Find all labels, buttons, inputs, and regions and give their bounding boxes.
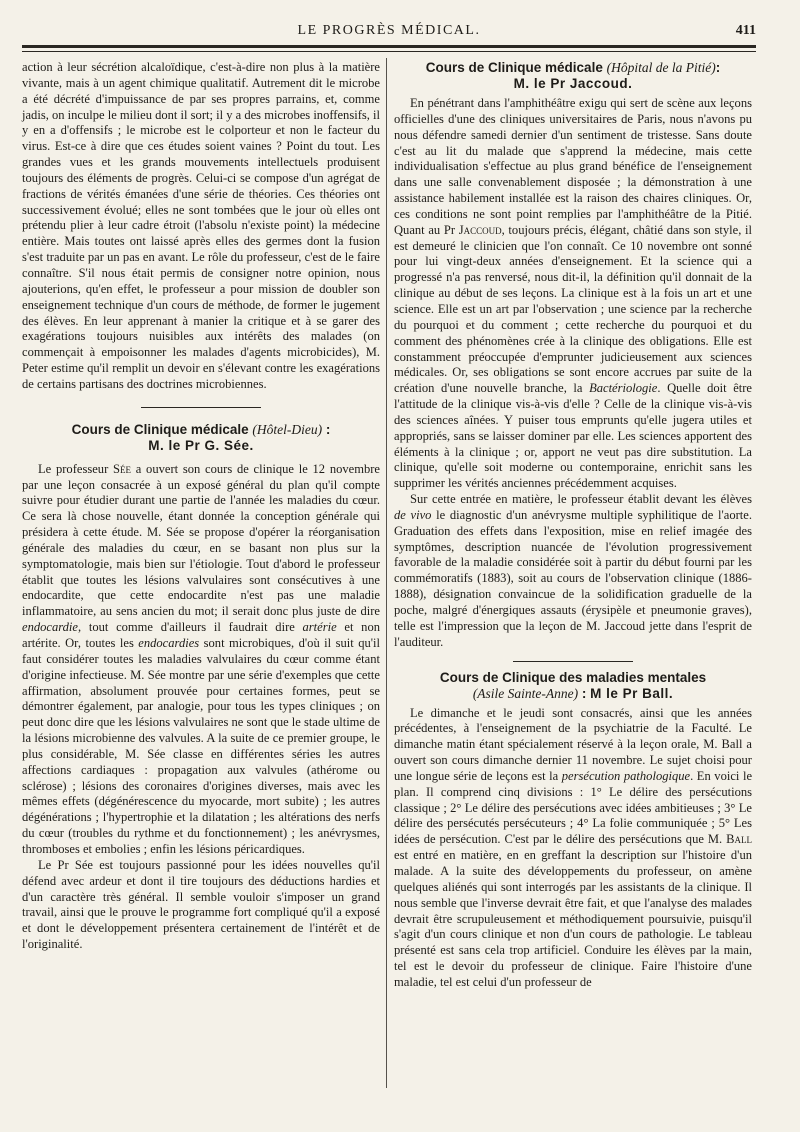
heading-professor: M. le Pr G. Sée. bbox=[148, 437, 254, 453]
paragraph bbox=[394, 706, 752, 991]
section-separator bbox=[141, 407, 261, 408]
heading-colon: : bbox=[578, 685, 591, 701]
header-rule-thick bbox=[22, 45, 756, 48]
header-rule-thin bbox=[22, 51, 756, 52]
journal-title: LE PROGRÈS MÉDICAL. bbox=[297, 23, 481, 38]
text-run: , toujours précis, élégant, châtié dans son style, il est demeuré le clinicien que l'on connaît. Ce 10 novembre ont sonné pour lui vingt-deux années d'enseignement. Et la science qui a progressé n'a pas renversé, nous dit-il, la définition qu'il donnait de la clinique au début de ses leçons. La clinique est à la fois un art et une science. Elle est un art par l'observation ; une science par la recherche du pourquoi et du comment ; cette recherche du pourquoi et du comment des phénomènes crée à la clinique des obligations. Elle est constamment préoccupée d'emprunter judicieusement aux sciences médicales. Or, ses obligations se sont encore accrues par suite de la création d'une nouvelle branche, la bbox=[394, 222, 752, 396]
heading-main: Cours de Clinique médicale bbox=[71, 421, 249, 437]
heading-professor: M le Pr Ball. bbox=[590, 685, 674, 701]
heading-colon: : bbox=[322, 421, 331, 437]
italic-term: Bactériologie bbox=[589, 381, 658, 396]
heading-main: Cours de Clinique médicale bbox=[425, 60, 603, 75]
paragraph: Le Pr Sée est toujours passionné pour les idées nouvelles qu'il défend avec ardeur et dont il tire toujours des déductions hardies et d'un caractère très général. Il semble vouloir s'imposer un grand travail, ainsi que le prouve le programme fort compliqué qu'il a exposé et dont le développement présentera certainement de l'intérêt et de l'originalité. bbox=[22, 857, 380, 952]
heading-venue: (Hôpital de la Pitié) bbox=[606, 60, 716, 75]
heading-venue: (Asile Sainte-Anne) bbox=[472, 685, 579, 701]
page-number: 411 bbox=[735, 23, 756, 38]
text-run: le diagnostic d'un anévrysme multiple syphilitique de l'aorte. Graduation des effets dans l'exposition, mise en relief imagée des symptômes, description nuancée de l'évolution progressivement favorable de la maladie considérée soit à partir du début fourni par les commémoratifs (1883), soit au cours de l'observation clinique (1886-1888), désignation convaincue de la solidification graduelle de la poche, malgré d'énergiques assauts (érysipèle et pneumonie graves), telle est l'impression que la leçon de M. Jaccoud jette dans l'esprit de l'auditeur. bbox=[394, 507, 752, 649]
paragraph bbox=[22, 462, 380, 858]
text-run: . En voici le plan. Il comprend cinq divisions : 1° Le délire des persécutions classique ; 2° Le délire des persécutions avec idées ambitieuses ; 3° Le délire des persécutés persécuteurs ; 4° La folie communiquée ; 5° Les idées de persécution. C'est par le délire des persécutions que M. bbox=[394, 768, 753, 847]
text-run: Sur cette entrée en matière, le professeur établit devant les élèves bbox=[410, 492, 752, 507]
paragraph bbox=[394, 96, 752, 492]
italic-term: endocardie bbox=[22, 620, 78, 635]
continued-paragraph: action à leur sécrétion alcaloïdique, c'est-à-dire non plus à la matière vivante, mais à un agent chimique qualitatif. Autrement dit le microbe a été décrété d'impuissance de par ses propres parrains, et, comme jadis, on inculpe le milieu dont il sort; il y a des microbes inoffensifs, il y en a d'offensifs ; le microbe est le colporteur et non le facteur du virus. Est-ce à dire que ces études soient vaines ? Point du tout. Les grandes vues et les grands mouvements intellectuels produisent toujours des éléments de progrès. Celui-ci se compose d'un agrégat de fractions de vérités émanées d'une série de théories. Ces théories ont successivement évolué; elles ne sont tombées que le jour où elles ont prétendu plier à leur cadre étroit (l'absolu n'existe point) la médecine entière. Mais toutes ont laissé après elles des germes dont la fusion s'est traduite par un pas en avant. Le rôle du professeur, c'est de le faire connaître. S'il nous était permis de consigner notre opinion, nous ajouterions, qu'en effet, le professeur a pour mission de doubler son enseignement technique d'un cours de méthode, de former le jugement des élèves. En leur apprenant à manier la critique et à se garer des exagérations toujours nuisibles aux intérêts des malades (on commençait à empoisonner les malades d'agents microbicides), M. Peter estime qu'il remplit un devoir en s'élevant contre les exagérations de certains partisans des doctrines microbiennes. bbox=[22, 60, 380, 391]
right-column bbox=[394, 60, 752, 991]
text-run: . Quelle doit être l'attitude de la clinique vis-à-vis d'elle ? Celle de la clinique vis-à-vis des sciences aînées. Y puiser tous emprunts qu'elle jugera utiles et appropriés, sans se laisser dominer par elle. Les sciences apportent des éléments à la clinique ; or, apport ne veut pas dire substitution. La clinique, qu'elle soit moderne ou contemporaine, enrichit sans les supprimer les vérités anciennes précédemment acquises. bbox=[394, 381, 753, 491]
professor-name: Jaccoud bbox=[458, 222, 502, 237]
text-run: et non artérite. Or, toutes les bbox=[22, 620, 380, 650]
italic-term: endocardies bbox=[138, 636, 200, 650]
text-run: est entré en matière, en en greffant la description sur l'histoire d'un malade. A la suite des développements du professeur, on amène quelques aliénés qui sont interrogés par les assistants de la clinique. Il nous semble que l'inverse devrait être fait, et que l'analyse des malades devrait être scrupuleusement et méthodiquement poursuivie, puisqu'il s'agit d'un cours clinique et non d'un cours de pathologie. Le tableau présenté est sans cela trop artificiel. Conduire les élèves par la main, tel est le devoir du professeur de clinique. Faire l'histoire d'une maladie, tel est celui d'un professeur de bbox=[394, 848, 752, 989]
heading-venue: (Hôtel-Dieu) bbox=[252, 421, 323, 437]
section-heading-jaccoud bbox=[394, 60, 752, 92]
paragraph bbox=[394, 492, 752, 650]
text-run: , tout comme d'ailleurs il faudrait dire bbox=[77, 620, 303, 635]
text-run: a ouvert son cours de clinique le 12 novembre par une leçon consacrée à un exposé général du plan qu'il compte suivre pour étudier durant une partie de l'année les maladies du cœur. Ce sera là chose nouvelle, étant donnée la conception générale qui présidera à cette étude. M. Sée se propose d'opérer la réorganisation générale des maladies du cœur, en se basant non plus sur la symptomatologie, mais bien sur l'étiologie. Tout d'abord le professeur établit que toutes les lésions valvulaires sont consécutives à une endocardite, que cette endocardite n'est pas une maladie inflammatoire, au sens ancien du mot; il serait donc plus juste de dire bbox=[22, 461, 380, 619]
section-heading-see bbox=[22, 422, 380, 454]
professor-name: Ball bbox=[726, 832, 752, 847]
text-run: sont microbiques, d'où il suit qu'il faut considérer toutes les maladies valvulaires du cœur comme étant d'origine infectieuse. M. Sée montre par une série d'exemples que cette affirmation, absolument prouvée pour certaines formes, peut se démontrer également, par analogie, pour tous les types cliniques ; on peut donc dire que les lésions valvulaires ne sont que le stade ultime de la lésions microbienne des valvules. A la suite de ce premier groupe, le plus considérable, M. Sée classe en différentes séries les autres affections cardiaques : propagation aux valvules (athérome ou sclérose) ; lésions des coronaires d'origines diverses, mais avec les mêmes effets (dégénérescence du myocarde, mort subite) ; les autres dégénérations ; l'hypertrophie et la dilatation ; les altérations des nerfs du cœur (troubles du rythme et du fonctionnement) ; les anévrysmes, thromboses et embolies ; enfin les lésions péricardiques. bbox=[22, 636, 380, 856]
text-run: Le dimanche et le jeudi sont consacrés, ainsi que les années précédentes, à l'enseignement de la psychiatrie de la Faculté. Le dimanche matin étant spécialement réservé à la leçon orale, M. Ball a ouvert son cours dimanche dernier 11 novembre. Le sujet choisi pour une longue série de leçons est la bbox=[394, 705, 752, 783]
italic-term: persécution pathologique bbox=[561, 768, 691, 783]
text-run: En pénétrant dans l'amphithéâtre exigu qui sert de scène aux leçons officielles d'une des cliniques universitaires de Paris, nous n'avons pu nous défendre samedi dernier d'un sentiment de tristesse. Sans doute c'est au lit du malade que s'apprend la médecine, mais cette individualisation s'effectue au plus grand bénéfice de l'enseignement dans une salle convenablement disposée ; la démonstration à une assistance habilement installée est la raison des chaires cliniques. Or, ces conditions ne sont point remplies par l'amphithéâtre de la Pitié. Quant au Pr bbox=[394, 96, 752, 237]
section-separator bbox=[513, 661, 633, 662]
heading-professor: M. le Pr Jaccoud. bbox=[513, 76, 633, 91]
heading-colon: : bbox=[715, 60, 721, 75]
column-divider bbox=[386, 58, 387, 1088]
italic-term: artérie bbox=[302, 620, 337, 635]
heading-main: Cours de Clinique des maladies mentales bbox=[439, 669, 707, 685]
section-heading-ball bbox=[394, 670, 752, 702]
text-run: Le professeur bbox=[38, 461, 113, 476]
professor-name: Sée bbox=[113, 461, 131, 476]
running-header bbox=[22, 20, 756, 42]
left-column bbox=[22, 60, 380, 953]
italic-term: de vivo bbox=[394, 507, 432, 522]
